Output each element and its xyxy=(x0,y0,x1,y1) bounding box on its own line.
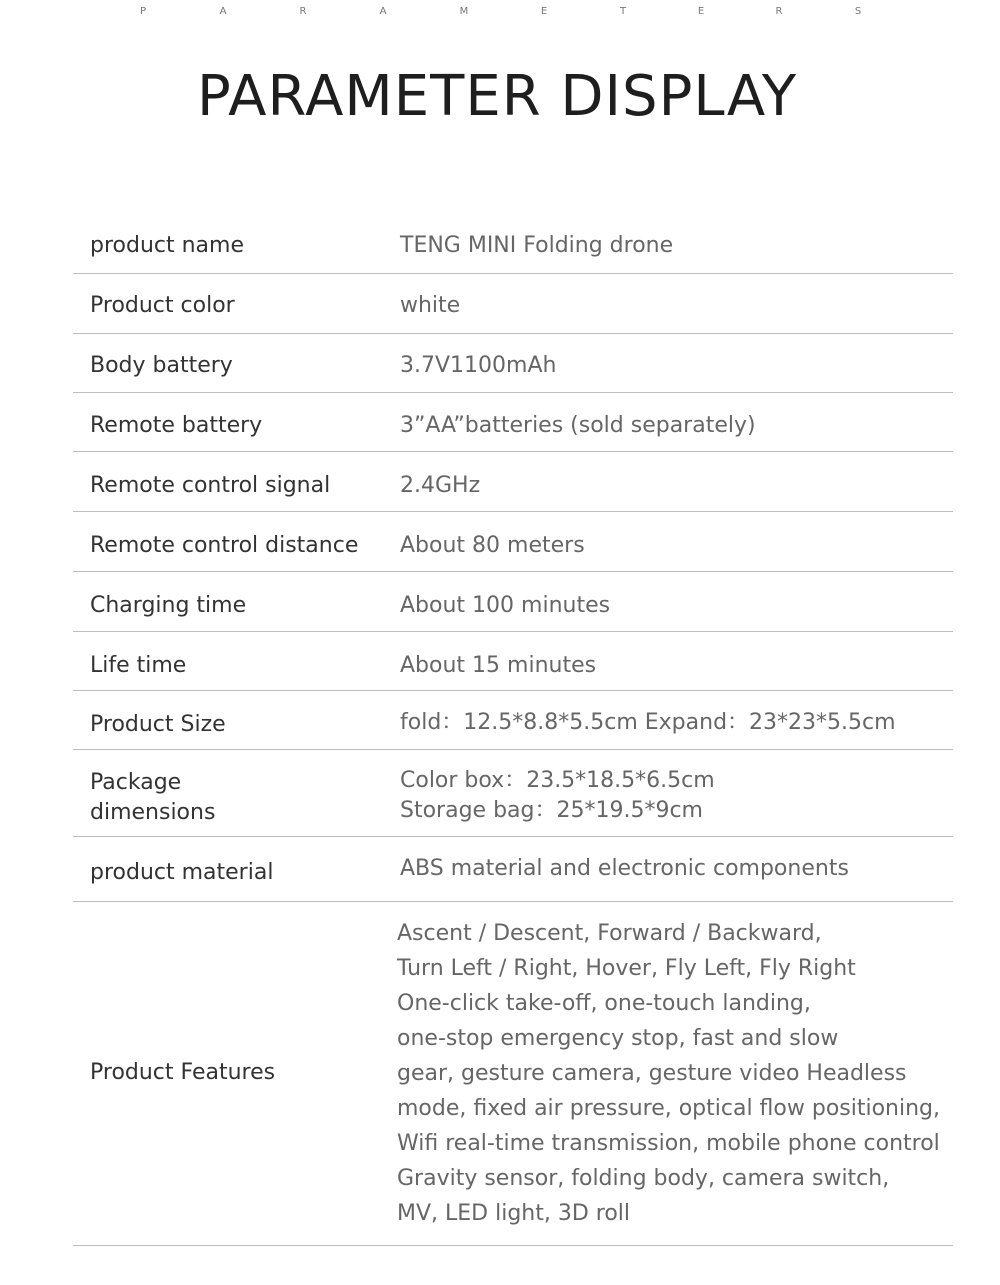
spec-label: Body battery xyxy=(90,353,233,378)
kicker-letter: T xyxy=(619,6,627,17)
spec-row-charging-time xyxy=(73,572,953,632)
feature-line: gear, gesture camera, gesture video Headless xyxy=(397,1061,907,1086)
feature-line: mode, fixed air pressure, optical flow positioning, xyxy=(397,1096,941,1121)
kicker-letter: E xyxy=(697,6,705,17)
spec-label: Charging time xyxy=(90,593,247,618)
spec-row-product-material xyxy=(73,837,953,902)
spec-value: ABS material and electronic components xyxy=(400,856,849,881)
feature-line: Wifi real-time transmission, mobile phone control xyxy=(397,1131,940,1156)
spec-label: Remote battery xyxy=(90,413,263,438)
spec-value: About 15 minutes xyxy=(400,653,597,678)
spec-row-life-time xyxy=(73,632,953,691)
feature-line: MV, LED light, 3D roll xyxy=(397,1201,631,1226)
spec-row-remote-distance xyxy=(73,512,953,572)
spec-row-product-name xyxy=(73,214,953,274)
spec-label: product name xyxy=(90,233,244,258)
spec-row-body-battery xyxy=(73,334,953,393)
spec-label: Life time xyxy=(90,653,187,678)
spec-value: fold：12.5*8.8*5.5cm Expand：23*23*5.5cm xyxy=(400,710,896,735)
kicker-letter: R xyxy=(775,6,783,17)
kicker-letter: P xyxy=(139,6,147,17)
spec-value: 3.7V1100mAh xyxy=(400,353,557,378)
spec-label xyxy=(90,768,215,828)
spec-label-line: dimensions xyxy=(90,800,216,825)
spec-value: 2.4GHz xyxy=(400,473,481,498)
feature-line: Turn Left / Right, Hover, Fly Left, Fly Right xyxy=(397,956,856,981)
spec-label-line: Package xyxy=(90,770,182,795)
spec-label: Product Features xyxy=(90,1060,276,1085)
spec-value: About 80 meters xyxy=(400,533,585,558)
spec-value: 3”AA”batteries (sold separately) xyxy=(400,413,756,438)
feature-line: Ascent / Descent, Forward / Backward, xyxy=(397,921,822,946)
spec-value: white xyxy=(400,293,461,318)
spec-value xyxy=(400,766,715,826)
spec-value-line: Color box：23.5*18.5*6.5cm xyxy=(400,768,715,793)
kicker-letter: M xyxy=(459,6,469,17)
spec-label: Product Size xyxy=(90,712,226,737)
kicker-letter: R xyxy=(299,6,307,17)
spec-label: product material xyxy=(90,860,274,885)
spec-value: About 100 minutes xyxy=(400,593,611,618)
spec-row-remote-signal xyxy=(73,452,953,512)
spec-row-product-size xyxy=(73,691,953,750)
feature-line: Gravity sensor, folding body, camera switch, xyxy=(397,1166,890,1191)
spec-row-product-features xyxy=(73,902,953,1246)
spec-label: Product color xyxy=(90,293,235,318)
kicker-letter: E xyxy=(540,6,548,17)
spec-row-product-color xyxy=(73,274,953,334)
parameters-kicker xyxy=(0,6,1000,22)
kicker-letter: S xyxy=(854,6,862,17)
kicker-letter: A xyxy=(219,6,227,17)
spec-value-line: Storage bag：25*19.5*9cm xyxy=(400,798,703,823)
spec-value xyxy=(397,916,940,1231)
spec-row-remote-battery xyxy=(73,393,953,452)
spec-label: Remote control signal xyxy=(90,473,331,498)
page-title: PARAMETER DISPLAY xyxy=(196,64,798,129)
spec-label: Remote control distance xyxy=(90,533,359,558)
feature-line: one-stop emergency stop, fast and slow xyxy=(397,1026,839,1051)
feature-line: One-click take-off, one-touch landing, xyxy=(397,991,811,1016)
spec-row-package-dimensions xyxy=(73,750,953,837)
spec-value: TENG MINI Folding drone xyxy=(400,233,674,258)
kicker-letter: A xyxy=(379,6,387,17)
